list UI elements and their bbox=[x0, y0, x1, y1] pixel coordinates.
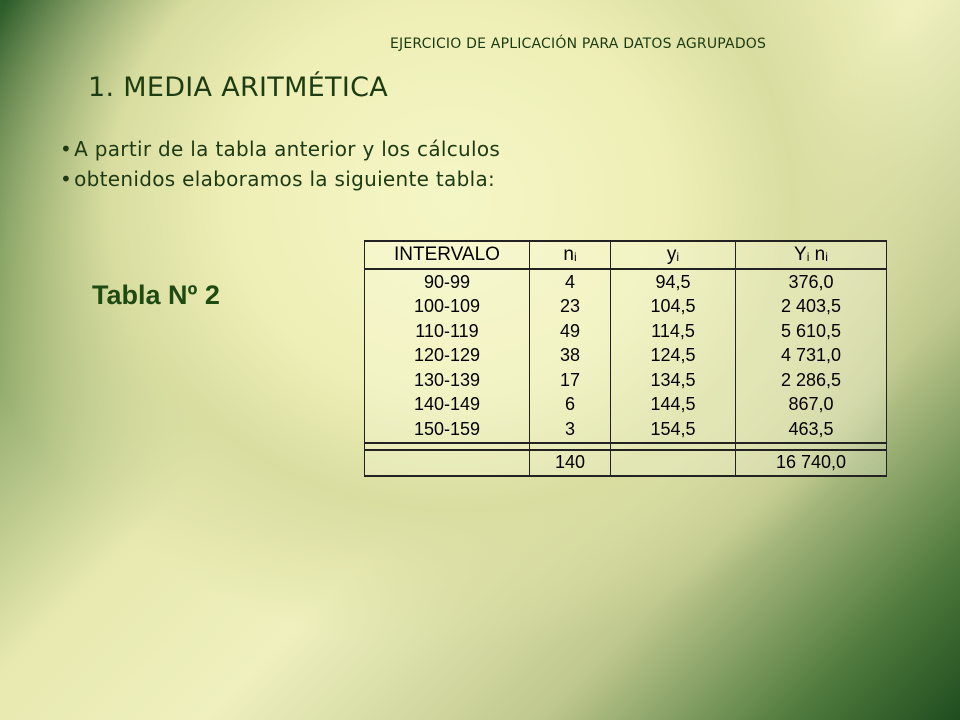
cell-total-blank bbox=[611, 450, 736, 476]
bullet-text: obtenidos elaboramos la siguiente tabla: bbox=[74, 167, 496, 191]
cell-total-ni: 140 bbox=[530, 450, 611, 476]
cell-ni: 3 bbox=[530, 417, 611, 443]
cell-yi-ni: 463,5 bbox=[736, 417, 887, 443]
table-row bbox=[365, 319, 887, 344]
cell-total-yi-ni: 16 740,0 bbox=[736, 450, 887, 476]
cell-intervalo: 100-109 bbox=[365, 295, 530, 320]
cell-yi: 134,5 bbox=[611, 368, 736, 393]
header-intervalo: INTERVALO bbox=[365, 241, 530, 269]
cell-intervalo: 120-129 bbox=[365, 344, 530, 369]
cell-yi: 104,5 bbox=[611, 295, 736, 320]
cell-yi: 114,5 bbox=[611, 319, 736, 344]
cell-yi-ni: 867,0 bbox=[736, 393, 887, 418]
table-row bbox=[365, 295, 887, 320]
cell-yi: 154,5 bbox=[611, 417, 736, 443]
cell-yi: 144,5 bbox=[611, 393, 736, 418]
frequency-table bbox=[364, 240, 887, 477]
cell-yi-ni: 2 403,5 bbox=[736, 295, 887, 320]
cell-yi: 94,5 bbox=[611, 269, 736, 295]
cell-ni: 6 bbox=[530, 393, 611, 418]
table-row bbox=[365, 417, 887, 443]
bullet-text: A partir de la tabla anterior y los cálculos bbox=[74, 137, 501, 161]
section-header: EJERCICIO DE APLICACIÓN PARA DATOS AGRUPADOS bbox=[390, 36, 767, 52]
bullet-list bbox=[60, 134, 500, 194]
header-yi: $y_i$ bbox=[611, 241, 736, 269]
cell-ni: 17 bbox=[530, 368, 611, 393]
cell-yi-ni: 376,0 bbox=[736, 269, 887, 295]
cell-ni: 4 bbox=[530, 269, 611, 295]
table-spacer-row bbox=[365, 443, 887, 450]
table-row bbox=[365, 393, 887, 418]
table-total-row bbox=[365, 450, 887, 476]
table-row bbox=[365, 269, 887, 295]
cell-intervalo: 130-139 bbox=[365, 368, 530, 393]
cell-ni: 38 bbox=[530, 344, 611, 369]
cell-yi-ni: 5 610,5 bbox=[736, 319, 887, 344]
cell-yi: 124,5 bbox=[611, 344, 736, 369]
cell-yi-ni: 2 286,5 bbox=[736, 368, 887, 393]
header-ni: $n_i$ bbox=[530, 241, 611, 269]
table-row bbox=[365, 368, 887, 393]
table-header-row bbox=[365, 241, 887, 269]
bullet-item bbox=[60, 134, 500, 164]
bullet-item bbox=[60, 164, 500, 194]
bullet-icon: • bbox=[60, 167, 73, 191]
cell-intervalo: 150-159 bbox=[365, 417, 530, 443]
cell-total-blank bbox=[365, 450, 530, 476]
table-caption: Tabla Nº 2 bbox=[92, 280, 220, 310]
page-title: 1. MEDIA ARITMÉTICA bbox=[88, 72, 389, 103]
cell-intervalo: 90-99 bbox=[365, 269, 530, 295]
cell-intervalo: 110-119 bbox=[365, 319, 530, 344]
bullet-icon: • bbox=[60, 137, 73, 161]
cell-ni: 23 bbox=[530, 295, 611, 320]
cell-ni: 49 bbox=[530, 319, 611, 344]
header-yi-ni: $Y_i$ $n_i$ bbox=[736, 241, 887, 269]
cell-intervalo: 140-149 bbox=[365, 393, 530, 418]
cell-yi-ni: 4 731,0 bbox=[736, 344, 887, 369]
table-row bbox=[365, 344, 887, 369]
